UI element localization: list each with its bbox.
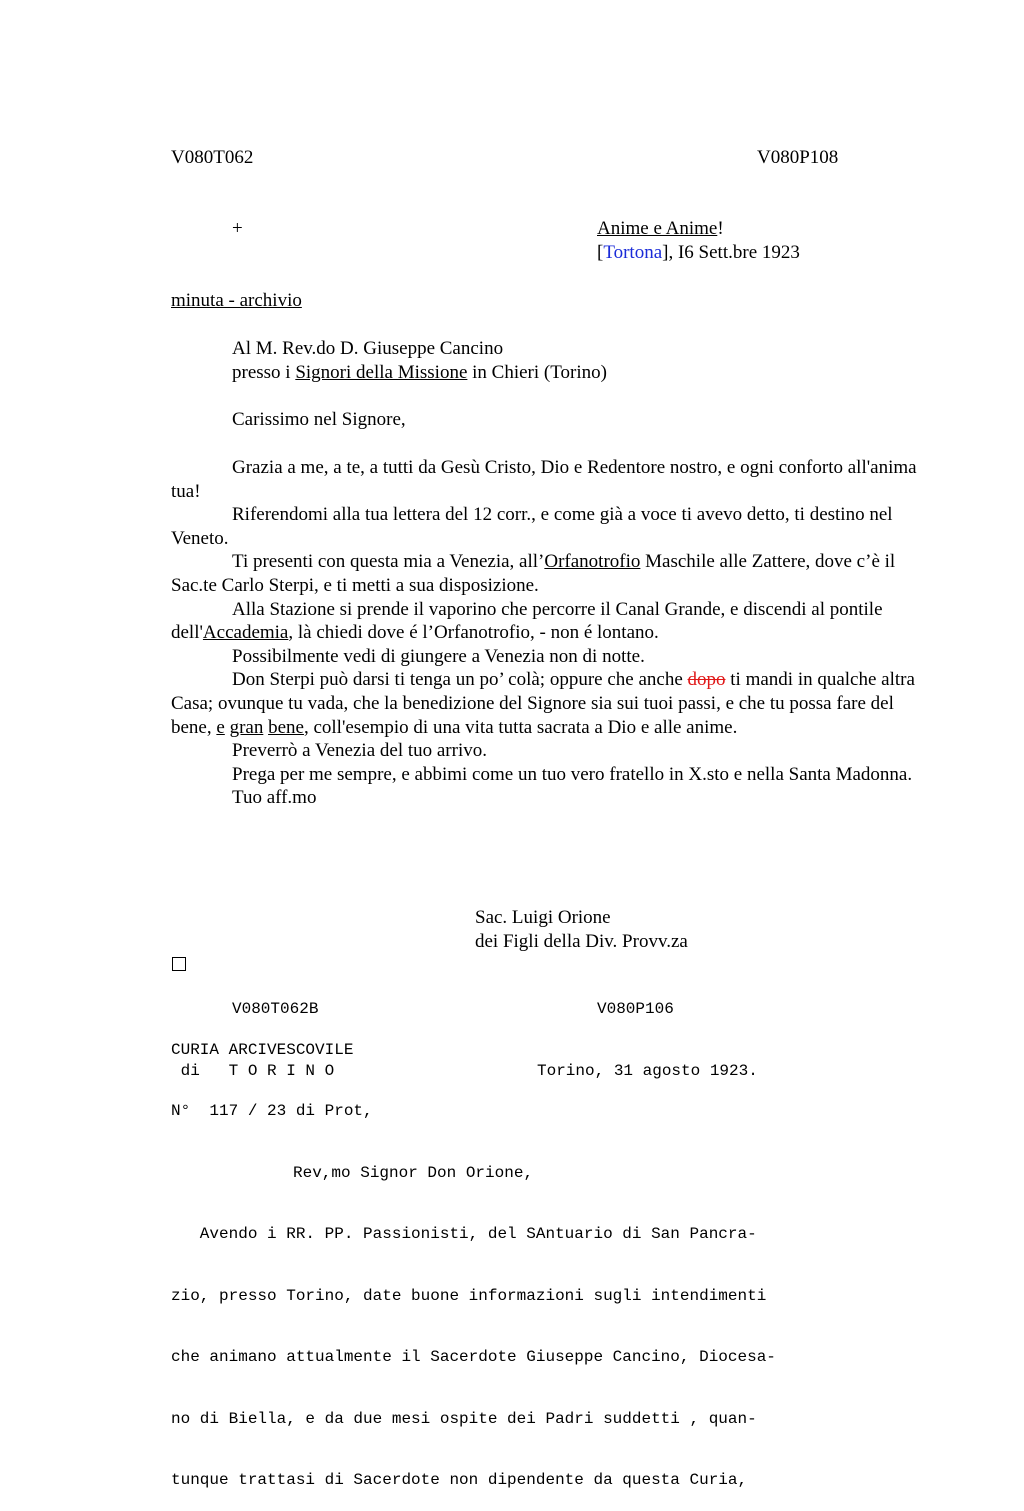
paragraph-9: Tuo aff.mo <box>232 787 317 809</box>
place-name: Tortona <box>603 242 663 263</box>
motto-text: Anime e Anime <box>597 218 718 239</box>
p6-underline-bene: bene <box>268 716 304 738</box>
paragraph-1: Grazia a me, a te, a tutti da Gesù Cristo, Dio e Redentore nostro, e ogni conforto all'anima tua! <box>171 457 917 502</box>
second-doc-line: tunque trattasi di Sacerdote non dipendente da questa Curia, <box>171 1471 748 1489</box>
signature-name: Sac. Luigi Orione <box>475 907 611 928</box>
paragraph-8: Prega per me sempre, e abbimi come un tuo vero fratello in X.sto e nella Santa Madonna. <box>232 763 913 785</box>
place-date <box>597 241 800 265</box>
p6-underline-e: e <box>216 716 225 738</box>
place-date-text: ], I6 Sett.bre 1923 <box>662 242 800 263</box>
p4-accademia: Accademia <box>202 622 289 644</box>
p3-text-b: Maschile alle Zattere, dove c’è il Sac.te Carlo Sterpi, e ti metti a sua disposizione. <box>171 551 896 596</box>
letter-body <box>171 456 931 810</box>
p6-text-c: , coll'esempio di una vita tutta sacrata a Dio e alle anime. <box>303 716 738 738</box>
second-doc-id-right: V080P106 <box>597 1000 674 1018</box>
p4-text-a: Alla Stazione si prende il vaporino che percorre il Canal Grande, e discendi al pontile dell' <box>171 598 883 644</box>
checkbox-icon <box>172 957 186 971</box>
second-doc-body <box>171 1183 776 1511</box>
second-doc-line: no di Biella, e da due mesi ospite dei Padri suddetti , quan- <box>171 1409 757 1428</box>
curia-date: Torino, 31 agosto 1923. <box>537 1062 758 1080</box>
doc-id-left: V080T062 <box>171 147 254 168</box>
curia-line2: di T O R I N O <box>171 1062 335 1080</box>
paragraph-6 <box>171 668 931 739</box>
addressee-mission: Signori della Missione <box>295 362 468 383</box>
addressee-prefix: presso i <box>232 362 296 383</box>
p4-text-b: , là chiedi dove é l’Orfanotrofio, - non é lontano. <box>288 622 659 644</box>
paragraph-3 <box>171 550 931 597</box>
motto-exclamation: ! <box>717 218 724 239</box>
curia-line1: CURIA ARCIVESCOVILE <box>171 1041 354 1059</box>
p3-orfanotrofio: Orfanotrofio <box>544 551 641 573</box>
p6-text-a: Don Sterpi può darsi ti tenga un po’ colà; oppure che anche <box>232 669 688 691</box>
paragraph-7: Preverrò a Venezia del tuo arrivo. <box>232 740 487 762</box>
cross-mark: + <box>232 218 243 239</box>
signature-congregation: dei Figli della Div. Provv.za <box>475 931 688 952</box>
addressee-suffix: in Chieri (Torino) <box>467 362 607 383</box>
p6-text-b: ti mandi in qualche altra Casa; ovunque tu vada, che la benedizione del Signore sia sui tuoi passi, e che tu possa fare del bene, <box>171 669 915 738</box>
paragraph-2: Riferendomi alla tua lettera del 12 corr., e come già a voce ti avevo detto, ti destino nel Veneto. <box>171 504 893 549</box>
second-doc-line: zio, presso Torino, date buone informazioni sugli intendimenti <box>171 1286 767 1305</box>
archive-note: minuta - archivio <box>171 290 302 311</box>
addressee-line2 <box>232 361 607 385</box>
p6-underline-gran: gran <box>229 716 264 738</box>
paragraph-4 <box>171 598 931 645</box>
salutation: Carissimo nel Signore, <box>232 409 406 430</box>
paragraph-5: Possibilmente vedi di giungere a Venezia non di notte. <box>232 645 645 667</box>
motto <box>597 217 724 241</box>
second-doc-line: Avendo i RR. PP. Passionisti, del SAntuario di San Pancra- <box>171 1225 757 1243</box>
second-doc-salutation: Rev,mo Signor Don Orione, <box>293 1164 534 1182</box>
p3-text-a: Ti presenti con questa mia a Venezia, all’ <box>232 551 545 573</box>
p6-struck-word: dopo <box>687 669 726 691</box>
place-bracket-open: [ <box>597 242 604 263</box>
second-doc-id-left: V080T062B <box>232 1000 319 1018</box>
doc-id-right: V080P108 <box>757 147 839 168</box>
second-doc-line: che animano attualmente il Sacerdote Giuseppe Cancino, Diocesa- <box>171 1348 776 1366</box>
addressee-line1: Al M. Rev.do D. Giuseppe Cancino <box>232 338 504 359</box>
protocol-number: N° 117 / 23 di Prot, <box>171 1102 373 1120</box>
